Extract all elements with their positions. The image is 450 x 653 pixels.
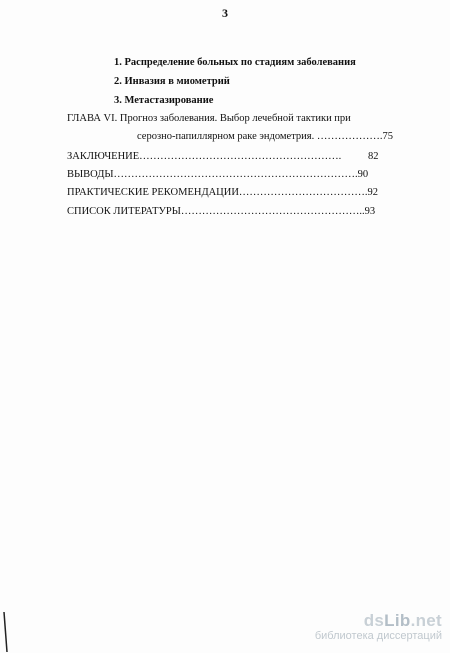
dslib-watermark [315, 612, 442, 643]
toc-references: СПИСОК ЛИТЕРАТУРЫ……………………………………………..93 [67, 206, 376, 217]
toc-subitem-1 [114, 56, 356, 69]
toc-subitem-3 [114, 94, 213, 107]
scan-edge-mark [2, 612, 12, 652]
toc-subitem-number: 2. [114, 76, 122, 87]
page-number: 3 [222, 6, 228, 20]
watermark-logo [315, 612, 442, 630]
toc-conclusion-page: 82 [368, 151, 379, 162]
toc-subitem-text: Инвазия в миометрий [124, 76, 230, 87]
watermark-logo-ds: ds [363, 611, 385, 630]
watermark-logo-lib: Lib [384, 611, 411, 630]
toc-recommendations: ПРАКТИЧЕСКИЕ РЕКОМЕНДАЦИИ……………………………….92 [67, 187, 379, 198]
watermark-subtitle: библиотека диссертаций [314, 630, 442, 642]
watermark-logo-net: .net [410, 611, 442, 630]
toc-chapter-6-continuation: серозно-папиллярном раке эндометрия. ……………….75 [137, 131, 393, 142]
toc-subitem-text: Метастазирование [124, 95, 214, 106]
toc-subitem-number: 1. [114, 57, 122, 68]
toc-findings: ВЫВОДЫ…………………………………………………………….90 [67, 169, 369, 180]
toc-conclusion: ЗАКЛЮЧЕНИЕ…………………………………………………. [67, 151, 342, 162]
toc-chapter-6-title: ГЛАВА VI. Прогноз заболевания. Выбор лечебной тактики при [67, 113, 351, 124]
toc-subitem-text: Распределение больных по стадиям заболевания [124, 57, 356, 68]
toc-subitem-number: 3. [114, 95, 122, 106]
toc-subitem-2 [114, 75, 230, 88]
